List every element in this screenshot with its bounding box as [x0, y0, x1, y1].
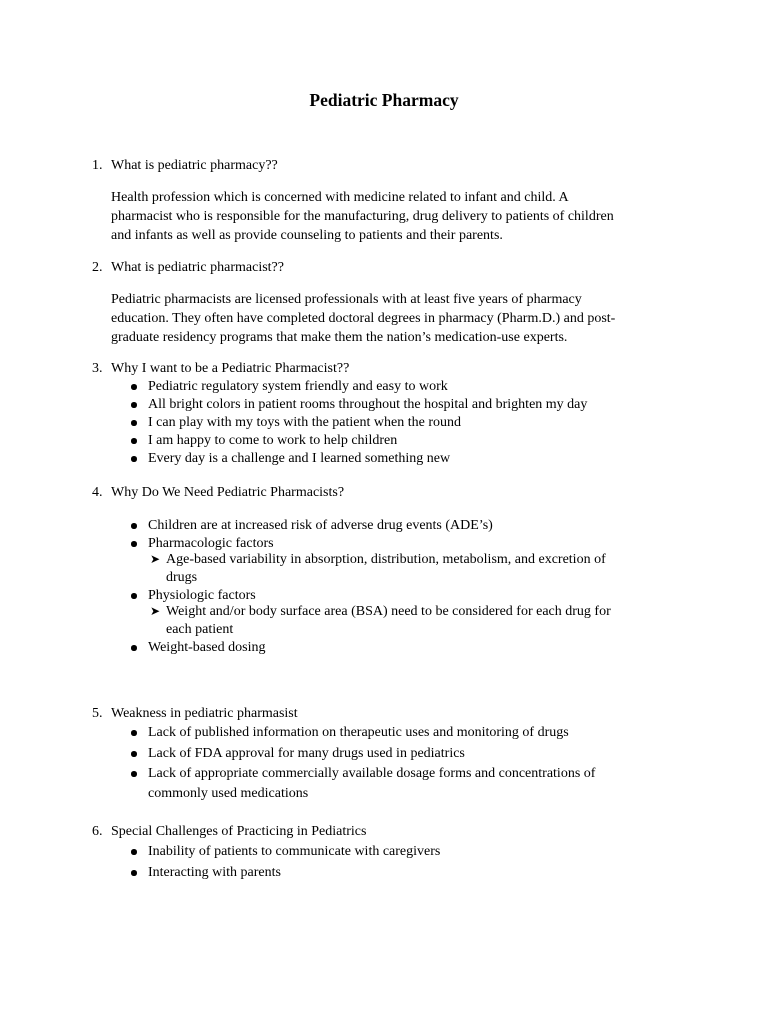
section-1-paragraph-line: Health profession which is concerned with medicine related to infant and child. A — [111, 190, 569, 205]
bullet-icon — [131, 771, 137, 777]
section-1-heading: What is pediatric pharmacy?? — [111, 158, 278, 173]
sub-list-item: Weight and/or body surface area (BSA) need to be considered for each drug for — [166, 604, 611, 619]
list-item: Children are at increased risk of adverse drug events (ADE’s) — [148, 518, 493, 533]
bullet-icon — [131, 870, 137, 876]
section-1-number: 1. — [92, 158, 103, 173]
bullet-icon — [131, 402, 137, 408]
bullet-icon — [131, 420, 137, 426]
section-4-heading: Why Do We Need Pediatric Pharmacists? — [111, 485, 345, 500]
list-item: I can play with my toys with the patient when the round — [148, 415, 461, 430]
section-1-paragraph-line: and infants as well as provide counseling to patients and their parents. — [111, 228, 503, 243]
bullet-icon — [131, 645, 137, 651]
list-item: Interacting with parents — [148, 865, 281, 880]
bullet-icon — [131, 438, 137, 444]
section-2-paragraph-line: Pediatric pharmacists are licensed professionals with at least five years of pharmacy — [111, 292, 582, 307]
section-5-number: 5. — [92, 706, 103, 721]
document-title: Pediatric Pharmacy — [309, 90, 459, 110]
section-2-paragraph-line: education. They often have completed doctoral degrees in pharmacy (Pharm.D.) and post- — [111, 311, 616, 326]
list-item: Lack of appropriate commercially available dosage forms and concentrations of — [148, 766, 596, 781]
section-3-heading: Why I want to be a Pediatric Pharmacist?? — [111, 361, 350, 376]
section-2-heading: What is pediatric pharmacist?? — [111, 260, 284, 275]
list-item: Weight-based dosing — [148, 640, 266, 655]
list-item: Pharmacologic factors — [148, 536, 274, 551]
section-1-paragraph-line: pharmacist who is responsible for the manufacturing, drug delivery to patients of children — [111, 209, 614, 224]
list-item: Lack of FDA approval for many drugs used in pediatrics — [148, 746, 465, 761]
arrow-bullet-icon: ➤ — [150, 604, 161, 618]
bullet-icon — [131, 730, 137, 736]
list-item: All bright colors in patient rooms throughout the hospital and brighten my day — [148, 397, 588, 412]
bullet-icon — [131, 849, 137, 855]
sub-list-item: each patient — [166, 622, 234, 637]
section-2-number: 2. — [92, 260, 103, 275]
bullet-icon — [131, 593, 137, 599]
list-item-continuation: commonly used medications — [148, 786, 309, 801]
bullet-icon — [131, 456, 137, 462]
list-item: Lack of published information on therapeutic uses and monitoring of drugs — [148, 725, 569, 740]
bullet-icon — [131, 751, 137, 757]
list-item: Pediatric regulatory system friendly and easy to work — [148, 379, 448, 394]
section-6-heading: Special Challenges of Practicing in Pediatrics — [111, 824, 367, 839]
sub-list-item: Age-based variability in absorption, distribution, metabolism, and excretion of — [166, 552, 606, 567]
section-4-number: 4. — [92, 485, 103, 500]
section-5-heading: Weakness in pediatric pharmasist — [111, 706, 298, 721]
section-3-number: 3. — [92, 361, 103, 376]
list-item: Physiologic factors — [148, 588, 256, 603]
list-item: I am happy to come to work to help children — [148, 433, 398, 448]
bullet-icon — [131, 384, 137, 390]
arrow-bullet-icon: ➤ — [150, 552, 161, 566]
section-6-number: 6. — [92, 824, 103, 839]
section-2-paragraph-line: graduate residency programs that make them the nation’s medication-use experts. — [111, 330, 568, 345]
bullet-icon — [131, 523, 137, 529]
bullet-icon — [131, 541, 137, 547]
list-item: Inability of patients to communicate with caregivers — [148, 844, 441, 859]
list-item: Every day is a challenge and I learned something new — [148, 451, 451, 466]
sub-list-item: drugs — [166, 570, 198, 585]
